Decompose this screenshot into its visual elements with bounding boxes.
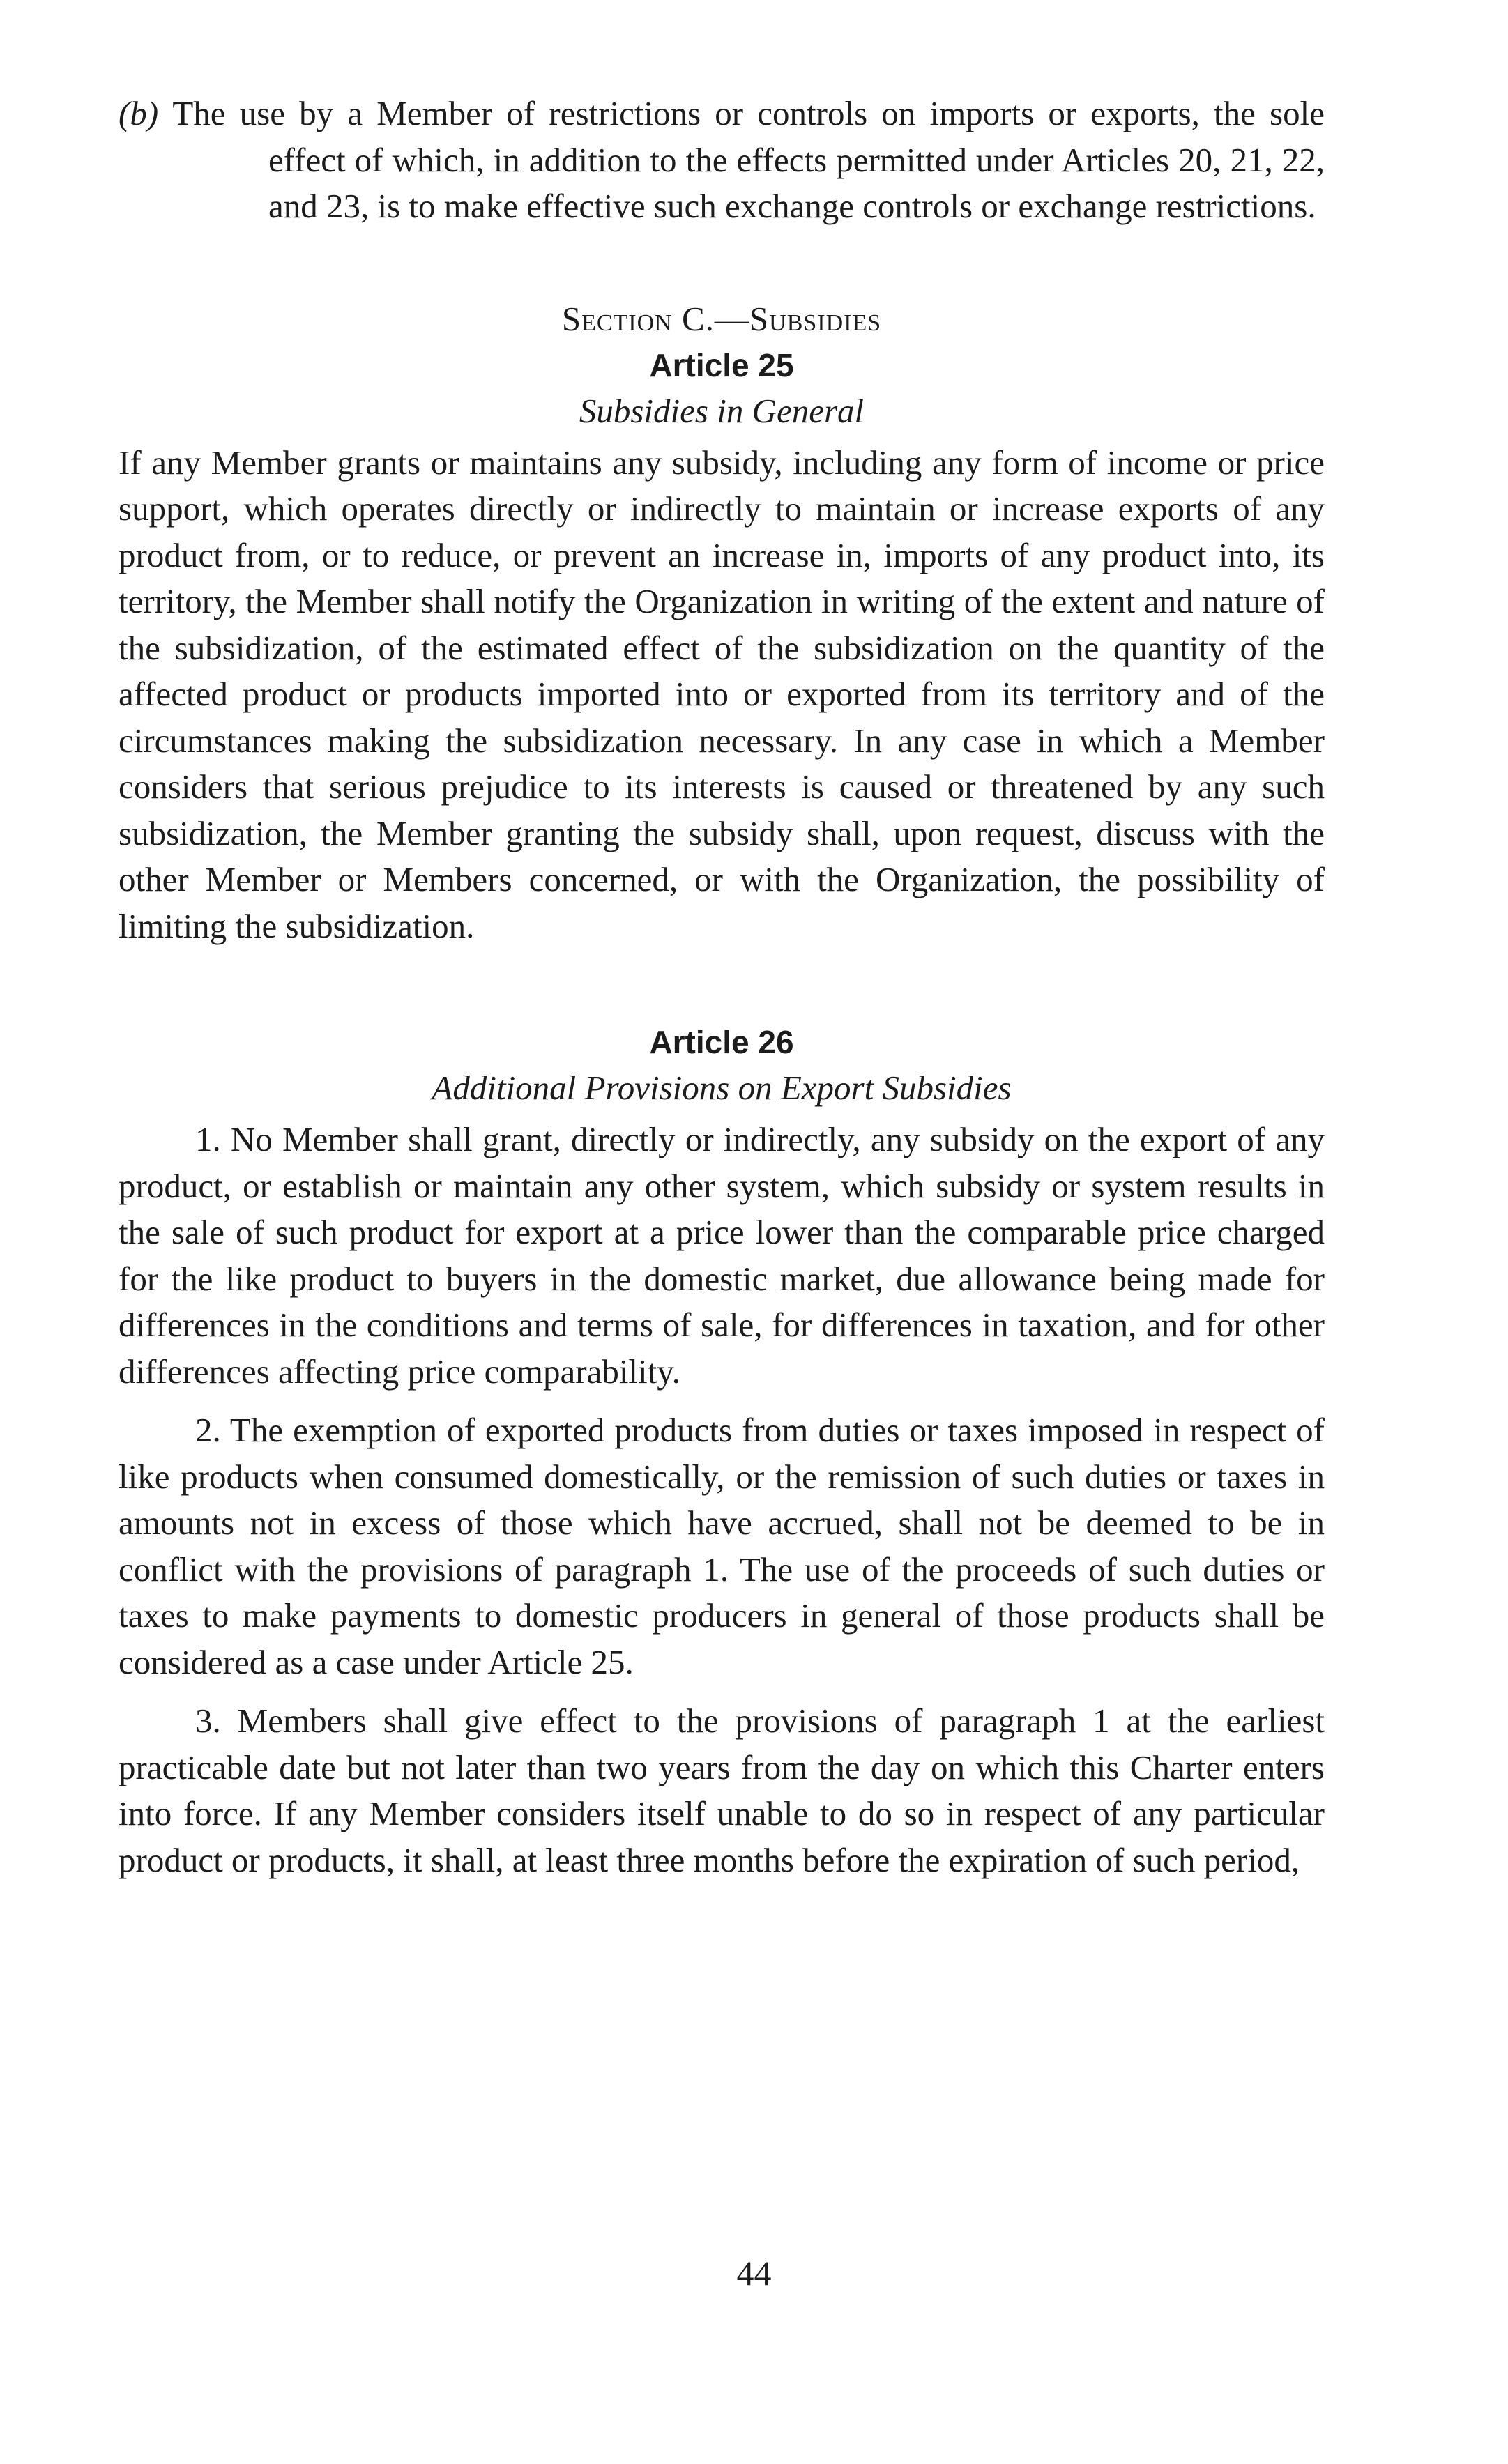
article-25-subtitle: Subsidies in General [579, 391, 865, 430]
article-25-title: Article 25 [649, 346, 794, 383]
article-26-paragraph-1: 1. No Member shall grant, directly or indirectly, any subsidy on the export of any product, or establish or maintain any other system, which subsidy or system results in the sale of such product for export at a price lower than the comparable price charged for the like product to buyers in the domestic market, due allowance being made for differences in the conditions and terms of sale, for differences in taxation, and for other differences affecting price comparability. [119, 1120, 1325, 1391]
article-26-paragraph-2: 2. The exemption of exported products from duties or taxes imposed in respect of like products when consumed domestically, or the remission of such duties or taxes in amounts not in excess of those which have accrued, shall not be deemed to be in conflict with the provisions of paragraph 1. The use of the proceeds of such duties or taxes to make payments to domestic producers in general of those products shall be considered as a case under Article 25. [119, 1411, 1325, 1681]
item-b-label: (b) [119, 94, 159, 132]
item-b-text: The use by a Member of restrictions or controls on imports or exports, the sole effect of which, in addition to the effects permitted under Articles 20, 21, 22, and 23, is to make effective such exchange controls or exchange restrictions. [172, 94, 1325, 225]
article-26-subtitle: Additional Provisions on Export Subsidies [432, 1069, 1012, 1107]
article-26-title: Article 26 [649, 1024, 794, 1060]
section-heading: Section C.—Subsidies [561, 299, 882, 338]
article-26-paragraph-3: 3. Members shall give effect to the provisions of paragraph 1 at the earliest practicable date but not later than two years from the day on which this Charter enters into force. If any Member considers itself unable to do so in respect of any particular product or products, it shall, at least three months before the expiration of such period, [119, 1701, 1325, 1879]
page-number: 44 [736, 2253, 772, 2293]
document-page [119, 91, 1325, 1883]
article-25-body: If any Member grants or maintains any subsidy, including any form of income or price support, which operates directly or indirectly to maintain or increase exports of any product from, or to reduce, or prevent an increase in, imports of any product into, its territory, the Member shall notify the Organization in writing of the extent and nature of the subsidization, of the estimated effect of the subsidization on the quantity of the affected product or products imported into or exported from its territory and of the circumstances making the subsidization necessary. In any case in which a Member considers that serious prejudice to its interests is caused or threatened by any such subsidization, the Member granting the subsidy shall, upon request, discuss with the other Member or Members concerned, or with the Organization, the possibility of limiting the subsidization. [119, 443, 1325, 945]
item-b-paragraph [119, 91, 1325, 230]
